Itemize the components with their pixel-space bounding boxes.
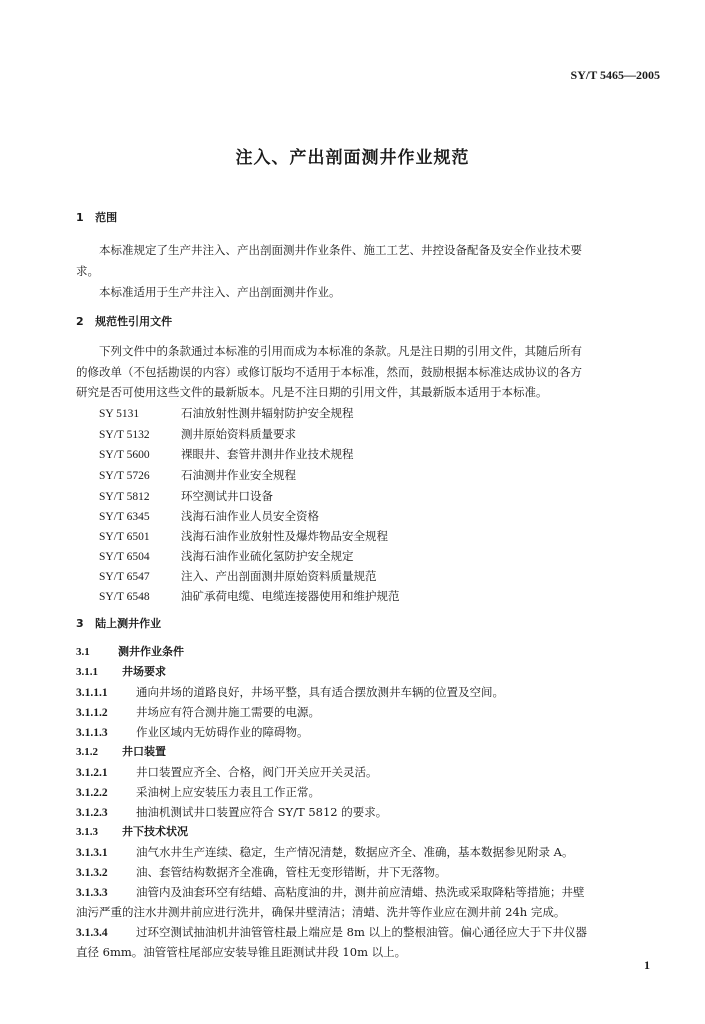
paragraph-line: 求。 xyxy=(76,264,99,278)
clause-item xyxy=(76,685,504,700)
clause-text: 井场应有符合测井施工需要的电源。 xyxy=(136,705,320,719)
clause-title: 井口装置 xyxy=(122,745,166,758)
clause-number: 3.1.1.3 xyxy=(76,727,108,739)
section-number: 3 xyxy=(76,617,84,630)
clause-number: 3.1.2.1 xyxy=(76,767,108,779)
reference-code: SY 5131 xyxy=(99,408,140,420)
reference-code: SY/T 6504 xyxy=(99,551,150,563)
paragraph-line: 本标准适用于生产井注入、产出剖面测井作业。 xyxy=(99,285,341,299)
reference-title: 浅海石油作业人员安全资格 xyxy=(181,509,319,523)
clause-text: 抽油机测试井口装置应符合 SY/T 5812 的要求。 xyxy=(136,805,388,819)
reference-item xyxy=(99,529,388,544)
reference-code: SY/T 6501 xyxy=(99,531,150,543)
standard-code: SY/T 5465—2005 xyxy=(570,68,660,82)
reference-code: SY/T 5812 xyxy=(99,491,150,503)
reference-item xyxy=(99,509,319,524)
reference-code: SY/T 5726 xyxy=(99,470,150,482)
reference-code: SY/T 5132 xyxy=(99,429,150,441)
page-number: 1 xyxy=(644,958,650,972)
clause-number: 3.1.1 xyxy=(76,666,98,678)
section-title: 范围 xyxy=(95,211,118,224)
reference-title: 测井原始资料质量要求 xyxy=(181,427,296,441)
subsection-heading xyxy=(76,825,188,839)
reference-title: 石油测井作业安全规程 xyxy=(181,468,296,482)
clause-item xyxy=(76,765,378,780)
clause-text: 油管内及油套环空有结蜡、高粘度油的井，测井前应清蜡、热洗或采取降粘等措施；井壁 xyxy=(136,885,585,899)
clause-number: 3.1.3.3 xyxy=(76,887,108,899)
reference-title: 油矿承荷电缆、电缆连接器使用和维护规范 xyxy=(181,589,400,603)
section-number: 1 xyxy=(76,211,84,224)
reference-code: SY/T 6345 xyxy=(99,511,150,523)
reference-title: 浅海石油作业硫化氢防护安全规定 xyxy=(181,549,354,563)
clause-item xyxy=(76,925,587,940)
clause-number: 3.1.3.2 xyxy=(76,867,108,879)
clause-text: 井口装置应齐全、合格，阀门开关应开关灵活。 xyxy=(136,765,378,779)
section-title: 陆上测井作业 xyxy=(95,617,162,630)
clause-number: 3.1.1.1 xyxy=(76,687,108,699)
clause-item xyxy=(76,865,447,880)
clause-item xyxy=(76,705,320,720)
clause-text: 采油树上应安装压力表且工作正常。 xyxy=(136,785,320,799)
reference-item xyxy=(99,569,377,584)
reference-item xyxy=(99,549,354,564)
section-2-heading xyxy=(76,315,172,329)
clause-text: 通向井场的道路良好，井场平整，具有适合摆放测井车辆的位置及空间。 xyxy=(136,685,504,699)
clause-item xyxy=(76,845,573,860)
reference-item xyxy=(99,489,273,504)
clause-item xyxy=(76,805,387,820)
reference-item xyxy=(99,447,354,462)
clause-number: 3.1.2.3 xyxy=(76,807,108,819)
clause-number: 3.1.2.2 xyxy=(76,787,108,799)
clause-text: 油气水井生产连续、稳定，生产情况清楚，数据应齐全、准确，基本数据参见附录 A。 xyxy=(136,845,574,859)
clause-number: 3.1.2 xyxy=(76,746,98,758)
reference-title: 环空测试井口设备 xyxy=(181,489,273,503)
subsection-heading xyxy=(76,645,184,659)
page-title: 注入、产出剖面测井作业规范 xyxy=(235,148,470,168)
clause-continuation: 油污严重的注水井测井前应进行洗井，确保井壁清洁；清蜡、洗井等作业应在测井前 24h 完成。 xyxy=(76,905,566,919)
subsection-heading xyxy=(76,665,166,679)
reference-code: SY/T 6547 xyxy=(99,571,150,583)
reference-title: 注入、产出剖面测井原始资料质量规范 xyxy=(181,569,377,583)
clause-number: 3.1 xyxy=(76,646,90,658)
clause-title: 井下技术状况 xyxy=(122,825,188,838)
clause-text: 作业区域内无妨碍作业的障碍物。 xyxy=(136,725,309,739)
clause-text: 油、套管结构数据齐全准确，管柱无变形错断，井下无落物。 xyxy=(136,865,447,879)
clause-item xyxy=(76,785,320,800)
clause-continuation: 直径 6mm。油管管柱尾部应安装导锥且距测试井段 10m 以上。 xyxy=(76,945,407,959)
section-title: 规范性引用文件 xyxy=(95,315,173,328)
reference-title: 浅海石油作业放射性及爆炸物品安全规程 xyxy=(181,529,388,543)
clause-number: 3.1.3 xyxy=(76,826,98,838)
clause-number: 3.1.1.2 xyxy=(76,707,108,719)
section-number: 2 xyxy=(76,315,84,328)
subsection-heading xyxy=(76,745,166,759)
reference-code: SY/T 5600 xyxy=(99,449,150,461)
reference-code: SY/T 6548 xyxy=(99,591,150,603)
reference-item xyxy=(99,468,296,483)
reference-title: 石油放射性测井辐射防护安全规程 xyxy=(181,406,354,420)
reference-item xyxy=(99,427,296,442)
paragraph-line: 研究是否可使用这些文件的最新版本。凡是不注日期的引用文件，其最新版本适用于本标准。 xyxy=(76,385,548,399)
clause-title: 测井作业条件 xyxy=(118,645,184,658)
clause-number: 3.1.3.4 xyxy=(76,927,108,939)
section-1-heading xyxy=(76,211,117,225)
clause-item xyxy=(76,725,309,740)
reference-item xyxy=(99,589,400,604)
paragraph-line: 本标准规定了生产井注入、产出剖面测井作业条件、施工工艺、井控设备配备及安全作业技术要 xyxy=(99,243,582,257)
clause-title: 井场要求 xyxy=(122,665,166,678)
reference-item xyxy=(99,406,354,421)
paragraph-line: 的修改单（不包括勘误的内容）或修订版均不适用于本标准，然而，鼓励根据本标准达成协议的各方 xyxy=(76,365,582,379)
reference-title: 裸眼井、套管井测井作业技术规程 xyxy=(181,447,354,461)
clause-number: 3.1.3.1 xyxy=(76,847,108,859)
paragraph-line: 下列文件中的条款通过本标准的引用而成为本标准的条款。凡是注日期的引用文件，其随后所有 xyxy=(99,344,582,358)
clause-text: 过环空测试抽油机井油管管柱最上端应是 8m 以上的整根油管。偏心通径应大于下井仪器 xyxy=(136,925,588,939)
clause-item xyxy=(76,885,585,900)
section-3-heading xyxy=(76,617,161,631)
